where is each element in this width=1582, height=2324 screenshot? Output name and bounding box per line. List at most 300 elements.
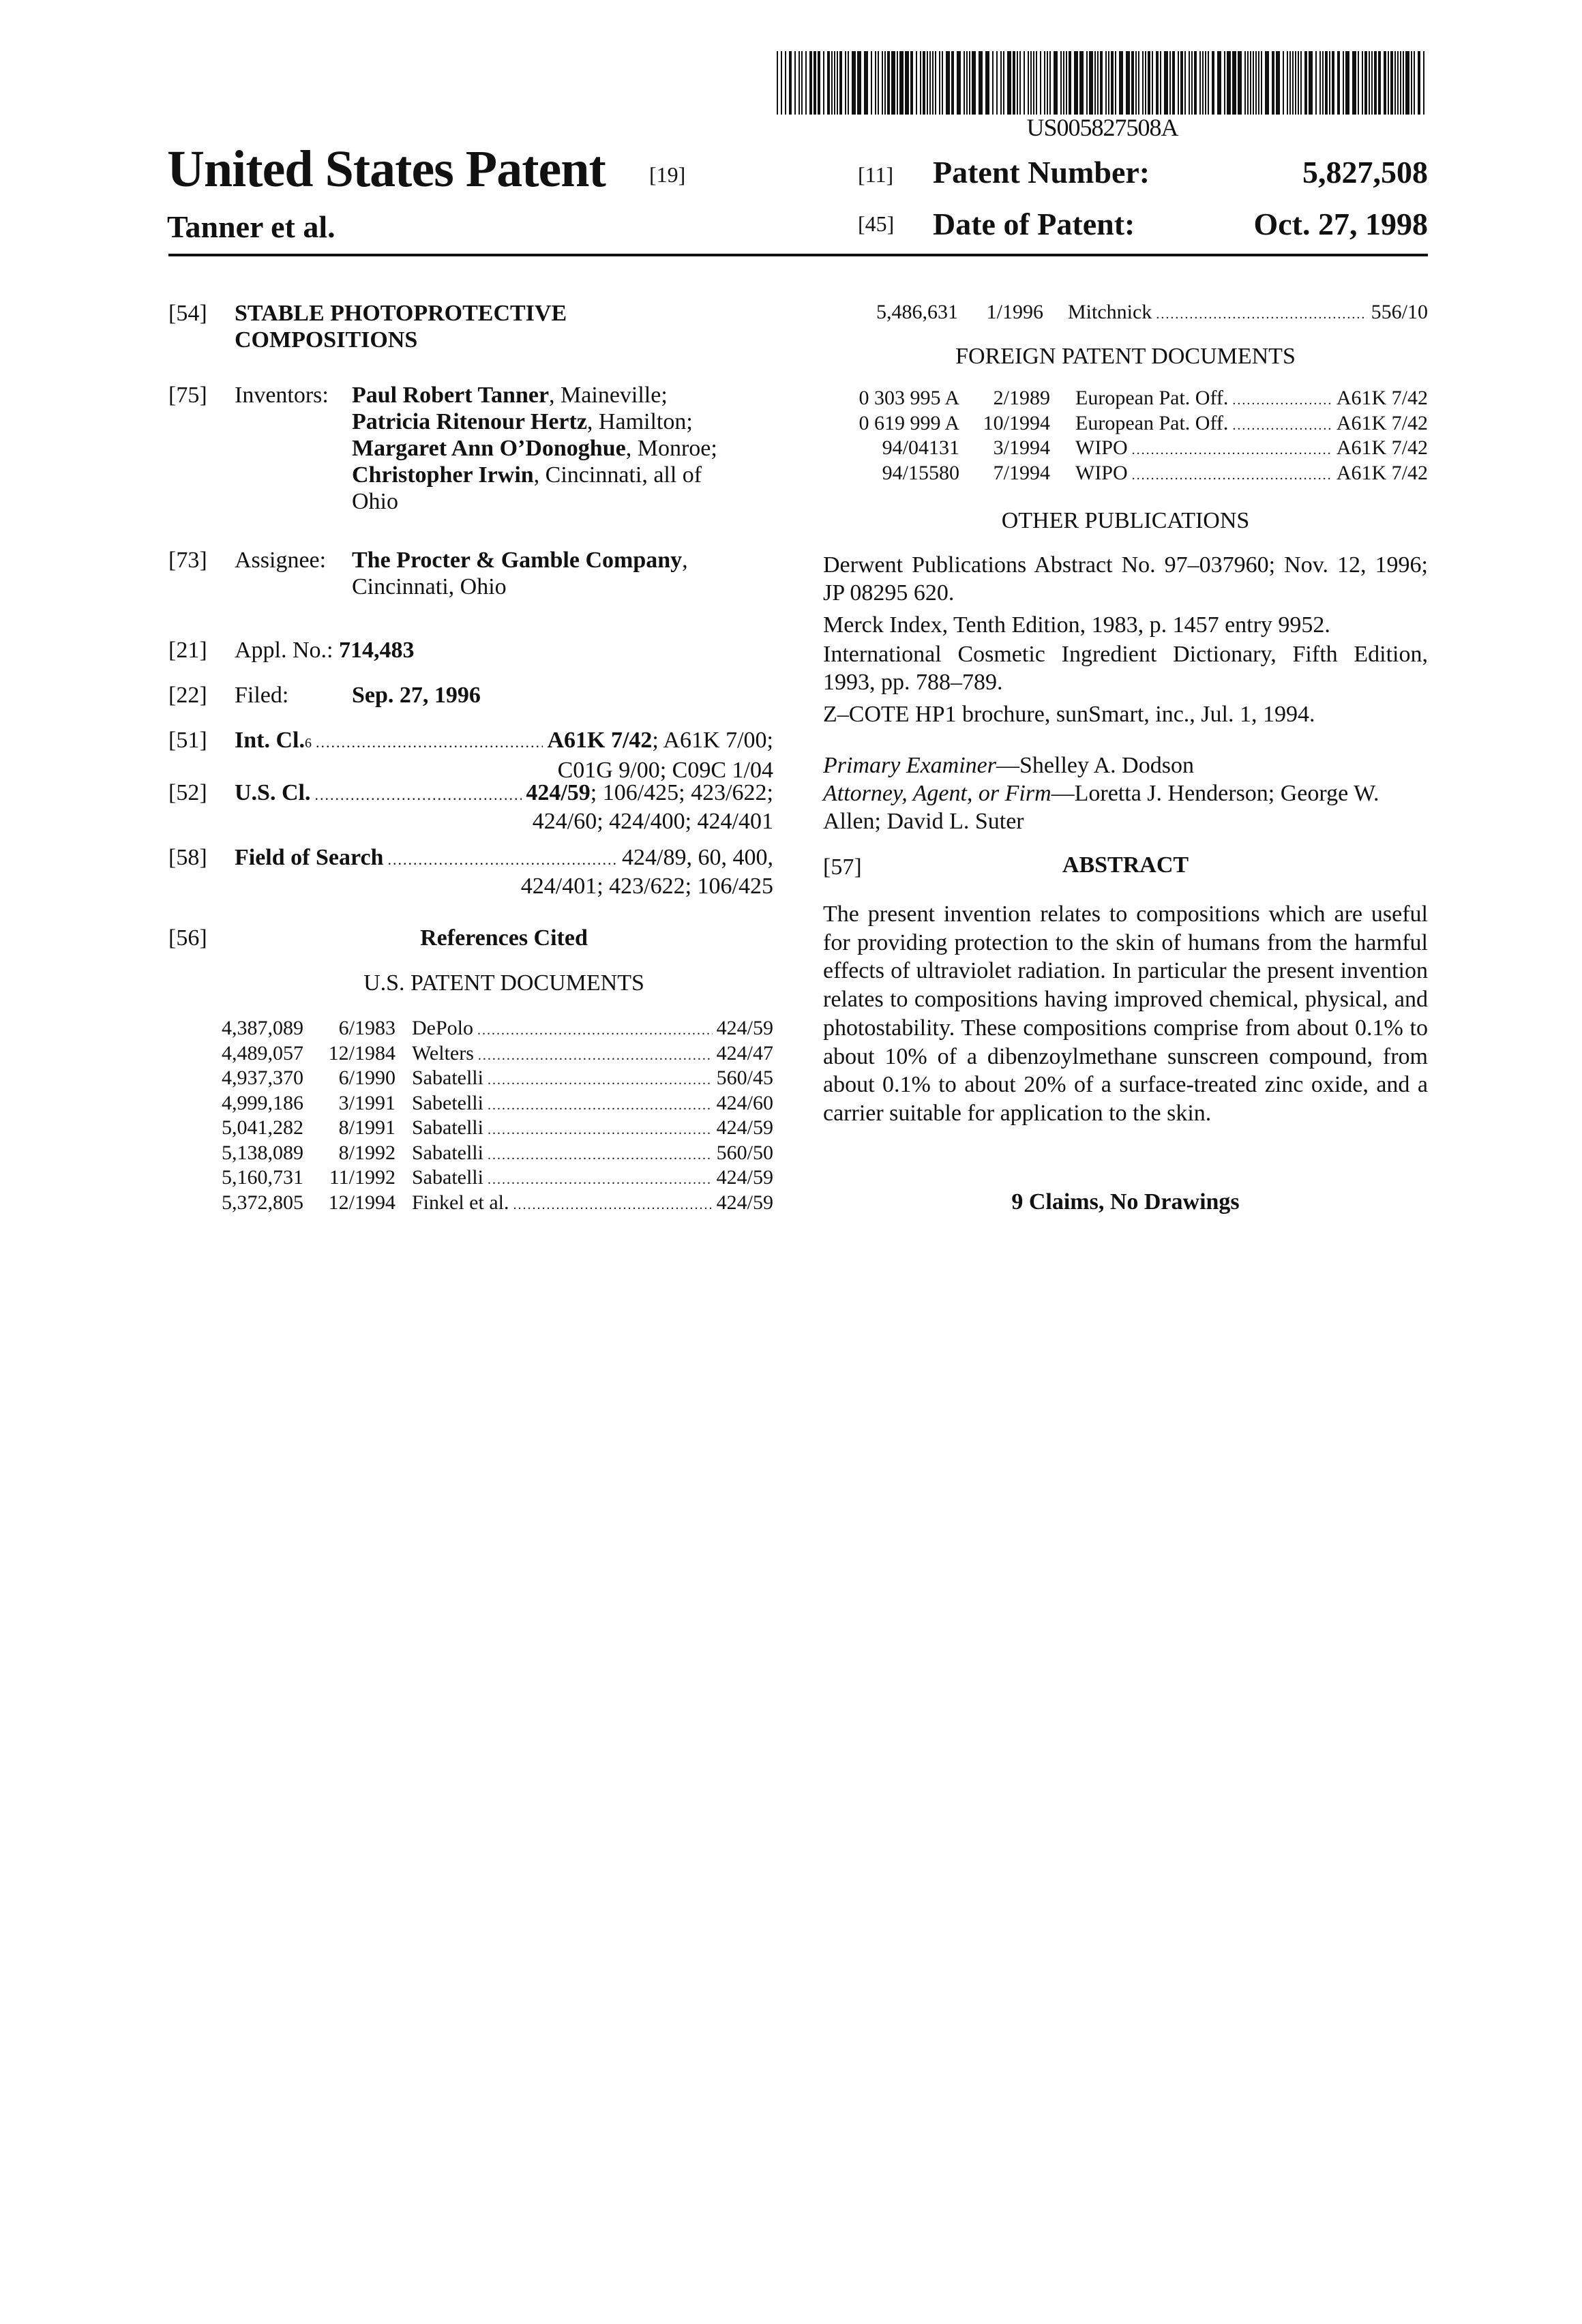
barcode-bar [845,51,846,115]
barcode-bar [897,51,898,115]
reference-row [205,1041,773,1067]
leader-dots [513,1193,712,1218]
other-publications-list [823,551,1428,728]
barcode-bar [884,51,886,115]
patentee-name: Sabetelli [412,1091,483,1116]
patentee-name: Welters [412,1041,474,1067]
examiners [823,751,1428,835]
barcode-bar [785,51,786,115]
us-docs-heading: U.S. PATENT DOCUMENTS [235,970,773,996]
inventor: Christopher Irwin, Cincinnati, all of [352,462,773,488]
patent-number: 5,486,631 [876,300,958,325]
barcode-bar [1378,51,1381,115]
reference-row [205,1116,773,1141]
patentee-name: WIPO [1075,461,1128,486]
publication: Merck Index, Tenth Edition, 1983, p. 1457 entry 9952. [823,611,1428,639]
barcode-bar [1217,51,1221,115]
appl-number: 714,483 [339,638,415,663]
barcode-bar [935,51,936,115]
barcode-bar [1172,51,1175,115]
inventor: Paul Robert Tanner, Maineville; [352,382,773,408]
patentee [412,1041,773,1069]
barcode-bar [1069,51,1071,115]
patentee-name: Finkel et al. [412,1191,509,1216]
barcode-bar [1145,51,1146,115]
int-cl: Int. Cl. 6 ..... A61K 7/42 ; A61K 7/00; C01G 9/00; C09C 1/04 [235,727,773,784]
patent-number: 4,489,057 [222,1041,303,1067]
barcode-bar [1304,51,1307,115]
barcode-bar [1180,51,1183,115]
patent-date: 3/1991 [339,1091,395,1116]
barcode-bar [837,51,838,115]
barcode-bar [1160,51,1161,115]
barcode-bar [875,51,876,115]
barcode-bar [1384,51,1386,115]
patentee [412,1091,773,1118]
patentee-name: Sabatelli [412,1165,483,1191]
barcode-bar [1390,51,1393,115]
patentee [1068,300,1428,327]
leader-dots [387,846,618,873]
abstract-title: ABSTRACT [823,852,1428,878]
barcode-bar [839,51,842,115]
patent-number: 94/15580 [882,461,959,486]
barcode-bar [1345,51,1349,115]
claims-summary: 9 Claims, No Drawings [823,1189,1428,1215]
barcode-bar [1126,51,1130,115]
leader-dots [488,1143,713,1168]
barcode-bar [891,51,895,115]
patent-date: 8/1991 [339,1116,395,1141]
barcode-bar [929,51,931,115]
barcode-bar [818,51,820,115]
barcode-bar [1292,51,1294,115]
patentee [412,1066,773,1093]
date-label: Date of Patent: [933,206,1135,242]
patent-class: A61K 7/42 [1337,386,1428,411]
barcode-bar [1184,51,1186,115]
abstract-text: The present invention relates to compositions which are useful for providing protection to the skin of humans from the harmful effects of ultraviolet radiation. In particular the present invention relates to compositions having improved chemical, physical, and photostability. These compositions comprise from about 0.1% to about 10% of a dibenzoylmethane sunscreen compound, from about 0.1% to about 20% of a surface-treated zinc oxide, and a carrier suitable for application to the skin. [823,900,1428,1128]
reference-row [823,436,1428,461]
field-of-search: Field of Search ..... 424/89, 60, 400, 424/401; 423/622; 106/425 [235,844,773,899]
patentee [412,1116,773,1143]
barcode-bar [985,51,989,115]
barcode-bar [1227,51,1231,115]
barcode-bar [1394,51,1396,115]
reference-row [839,300,1428,325]
inventors-state: Ohio [352,488,773,515]
barcode-bar [957,51,961,115]
reference-row [205,1141,773,1166]
barcode-bar [899,51,904,115]
barcode-bar [1272,51,1274,115]
barcode-bar [927,51,928,115]
patentee [412,1016,773,1043]
barcode-bar [1414,51,1415,115]
barcode-bar [1411,51,1412,115]
references-title: References Cited [235,925,773,951]
barcode-bar [1352,51,1356,115]
barcode-bar [1315,51,1317,115]
barcode-bar [946,51,950,115]
patent-class: 424/59 [717,1016,773,1041]
barcode-bar [1019,51,1021,115]
barcode-bar [1169,51,1171,115]
barcode-bar [823,51,824,115]
barcode-bar [969,51,970,115]
examiner-label: Primary Examiner [823,753,996,778]
leader-dots [488,1167,713,1193]
barcode-bar [1289,51,1291,115]
abstract-code: [57] [823,854,862,880]
barcode-bar [1079,51,1084,115]
inventors-label: Inventors: [235,382,329,408]
patentee [1075,386,1428,413]
patentee [412,1191,773,1218]
patent-date: 7/1994 [994,461,1050,486]
barcode-bar [1199,51,1201,115]
patent-number-code: [11] [858,162,893,188]
barcode-bar [1329,51,1330,115]
examiner-name: —Shelley A. Dodson [996,753,1194,778]
barcode-bar [871,51,872,115]
barcode-bar [1044,51,1045,115]
reference-row [205,1191,773,1216]
patent-class: 424/47 [717,1041,773,1067]
patentee [1075,411,1428,438]
barcode-bar [848,51,849,115]
patent-date: 8/1992 [339,1141,395,1166]
foreign-docs-heading: FOREIGN PATENT DOCUMENTS [823,344,1428,370]
barcode-bar [1287,51,1288,115]
barcode-bar [905,51,909,115]
barcode-bar [1156,51,1159,115]
barcode-bar [799,51,800,115]
barcode-bar [1100,51,1103,115]
barcode-bar [1261,51,1262,115]
us-cl: U.S. Cl. ..... 424/59 ; 106/425; 423/622; 424/60; 424/400; 424/401 [235,779,773,835]
barcode-bar [814,51,816,115]
barcode-bar [1194,51,1197,115]
barcode-bar [1105,51,1107,115]
document-title: United States Patent [167,140,606,199]
barcode-bar [1405,51,1409,115]
patentee-name: European Pat. Off. [1075,386,1228,411]
barcode-bar [878,51,879,115]
authors: Tanner et al. [167,209,335,245]
us-cl-label: U.S. Cl. [235,779,310,806]
patentee-name: Mitchnick [1068,300,1152,325]
barcode-bar [939,51,940,115]
barcode-bar [1238,51,1242,115]
patent-date: 12/1994 [329,1191,395,1216]
barcode-bar [1300,51,1302,115]
barcode-bar [1115,51,1116,115]
barcode-bar [1189,51,1190,115]
barcode-bar [1364,51,1367,115]
barcode-bar [1089,51,1093,115]
invention-title-line2: COMPOSITIONS [235,327,567,353]
invention-title [235,300,567,353]
field-search-label: Field of Search [235,844,383,871]
other-publications-heading: OTHER PUBLICATIONS [823,508,1428,534]
barcode-bar [1337,51,1340,115]
barcode-bar [932,51,934,115]
patent-date: Oct. 27, 1998 [1253,206,1428,242]
barcode-bar [923,51,925,115]
barcode-bar [1119,51,1123,115]
reference-row [205,1066,773,1091]
patent-date: 11/1992 [329,1165,395,1191]
assignee-name: The Procter & Gamble Company [352,548,682,573]
barcode-bar [1094,51,1096,115]
barcode-bar [827,51,830,115]
barcode-bar [1369,51,1370,115]
patent-number: 4,999,186 [222,1091,303,1116]
barcode-bar [1397,51,1399,115]
barcode-bar [1033,51,1034,115]
barcode-bar [1152,51,1153,115]
patent-class: 556/10 [1371,300,1428,325]
barcode-bar [1244,51,1246,115]
barcode-bar [1202,51,1204,115]
barcode-bar [1111,51,1114,115]
barcode-bar [920,51,921,115]
leader-dots [314,781,522,808]
patent-class: A61K 7/42 [1337,461,1428,486]
barcode-bar [1040,51,1041,115]
invention-title-line1: STABLE PHOTOPROTECTIVE [235,300,567,327]
barcode-bar [1131,51,1134,115]
barcode-bar [942,51,943,115]
barcode-bar [964,51,965,115]
barcode-bar [805,51,807,115]
barcode-bar [916,51,917,115]
patentee [412,1141,773,1168]
barcode-bar [1108,51,1109,115]
patentee-name: WIPO [1075,436,1128,461]
filed-label: Filed: [235,682,288,709]
leader-dots [1156,302,1367,327]
barcode-bar [1066,51,1067,115]
barcode-bar [794,51,796,115]
barcode-bar [1191,51,1193,115]
barcode-bar [1205,51,1206,115]
patent-number: 5,138,089 [222,1141,303,1166]
barcode-bar [1212,51,1214,115]
barcode-bar [996,51,998,115]
appl-label: Appl. No.: [235,638,333,663]
assignee: The Procter & Gamble Company, Cincinnati, Ohio [352,547,773,600]
barcode-bar [1295,51,1296,115]
barcode-bar [1047,51,1048,115]
barcode-bar [882,51,883,115]
patent-class: A61K 7/42 [1337,411,1428,436]
field-search-code: [58] [168,844,207,871]
inventor: Margaret Ann O’Donoghue, Monroe; [352,435,773,462]
inventor-name: Christopher Irwin [352,462,534,488]
barcode-bar [1049,51,1051,115]
patent-class: 424/59 [717,1116,773,1141]
patentee-name: European Pat. Off. [1075,411,1228,436]
patent-number: 5,041,282 [222,1116,303,1141]
barcode-bar [781,51,782,115]
header-rule [168,254,1428,256]
barcode-bar [1250,51,1251,115]
patent-date: 6/1990 [339,1066,395,1091]
patent-class: 560/45 [717,1066,773,1091]
barcode-bar [1309,51,1313,115]
inventor: Patricia Ritenour Hertz, Hamilton; [352,408,773,435]
us-patent-documents-table [205,1016,773,1215]
leader-dots [488,1068,713,1093]
barcode-bar [1423,51,1424,115]
assignee-code: [73] [168,547,207,573]
barcode-bar [1276,51,1280,115]
patent-date: 12/1984 [329,1041,395,1067]
barcode-bar [972,51,976,115]
patentee-name: Sabatelli [412,1141,483,1166]
barcode-bar [1247,51,1249,115]
barcode-bar [1013,51,1015,115]
barcode-bar [1178,51,1179,115]
reference-row [205,1016,773,1041]
barcode-bar [1403,51,1404,115]
barcode-bar [1332,51,1334,115]
publication: International Cosmetic Ingredient Dictionary, Fifth Edition, 1993, pp. 788–789. [823,640,1428,696]
inventor-name: Paul Robert Tanner [352,383,549,408]
barcode-bar [1030,51,1032,115]
us-cl-code: [52] [168,779,207,806]
barcode-bar [857,51,861,115]
date-code: [45] [858,211,894,237]
patent-date: 6/1983 [339,1016,395,1041]
publication: Z–COTE HP1 brochure, sunSmart, inc., Jul. 1, 1994. [823,700,1428,728]
reference-row [823,386,1428,411]
patentee-name: Sabatelli [412,1066,483,1091]
patent-class: A61K 7/42 [1337,436,1428,461]
reference-row [823,411,1428,436]
patent-date: 10/1994 [983,411,1050,436]
patent-class: 424/59 [717,1191,773,1216]
barcode-bar [1232,51,1236,115]
barcode-bar [1265,51,1269,115]
barcode-bar [1374,51,1377,115]
foreign-patent-documents-table [823,386,1428,486]
barcode-bar [1135,51,1137,115]
barcode-bar [1322,51,1324,115]
reference-row [205,1165,773,1191]
barcode-bar [979,51,983,115]
barcode-bar [1224,51,1225,115]
barcode-bar [1418,51,1420,115]
barcode-bar [1003,51,1004,115]
inventor-name: Margaret Ann O’Donoghue [352,436,626,461]
patent-class: 424/59 [717,1165,773,1191]
leader-dots [316,729,543,756]
patentee-name: Sabatelli [412,1116,483,1141]
patentee-name: DePolo [412,1016,473,1041]
leader-dots [1132,438,1332,463]
leader-dots [488,1118,713,1143]
barcode [777,51,1428,115]
barcode-bar [852,51,856,115]
barcode-bar [1060,51,1062,115]
leader-dots [488,1093,713,1118]
barcode-bar [1283,51,1284,115]
barcode-bar [809,51,812,115]
leader-dots [1132,463,1332,488]
attorney-names: —Loretta J. Henderson; George W. Allen; David L. Suter [823,781,1379,834]
patent-number: 5,160,731 [222,1165,303,1191]
barcode-bar [1388,51,1389,115]
inventors-list [352,382,773,515]
barcode-bar [789,51,792,115]
barcode-number: US005827508A [777,113,1428,142]
barcode-bar [1253,51,1254,115]
leader-dots [478,1043,713,1069]
patent-number: 94/04131 [882,436,959,461]
filed-date: Sep. 27, 1996 [352,682,773,709]
patent-number: 5,372,805 [222,1191,303,1216]
barcode-bar [1358,51,1359,115]
attorney-label: Attorney, Agent, or Firm [823,781,1051,806]
patent-number-label: Patent Number: [933,154,1150,190]
barcode-bar [834,51,835,115]
barcode-bar [887,51,890,115]
barcode-bar [1362,51,1363,115]
patentee [412,1165,773,1193]
leader-dots [477,1018,713,1043]
patentee [1075,436,1428,463]
patent-date: 2/1989 [994,386,1050,411]
patent-number: 0 619 999 A [859,411,959,436]
title-field-code: [54] [168,300,207,327]
barcode-bar [966,51,968,115]
barcode-bar [1325,51,1328,115]
assignee-place: Cincinnati, Ohio [352,573,773,600]
references-code: [56] [168,925,207,951]
patent-number: 4,937,370 [222,1066,303,1091]
patent-class: 560/50 [717,1141,773,1166]
publication: Derwent Publications Abstract No. 97–037960; Nov. 12, 1996; JP 08295 620. [823,551,1428,607]
barcode-bar [1036,51,1037,115]
patent-date: 3/1994 [994,436,1050,461]
barcode-bar [1017,51,1018,115]
inventors-code: [75] [168,382,207,408]
barcode-bar [992,51,994,115]
barcode-bar [951,51,954,115]
barcode-bar [1343,51,1344,115]
assignee-label: Assignee: [235,547,326,573]
int-cl-label: Int. Cl. [235,727,305,754]
patent-class: 424/60 [717,1091,773,1116]
filed-code: [22] [168,682,207,709]
barcode-bar [1063,51,1064,115]
barcode-bar [801,51,803,115]
leader-dots [1232,388,1332,413]
barcode-bar [1028,51,1029,115]
barcode-bar [1054,51,1058,115]
barcode-bar [1298,51,1299,115]
barcode-bar [1024,51,1025,115]
barcode-bar [1258,51,1259,115]
reference-row [823,461,1428,486]
barcode-bar [1138,51,1139,115]
barcode-bar [1000,51,1002,115]
barcode-bar [1371,51,1373,115]
barcode-bar [1148,51,1150,115]
